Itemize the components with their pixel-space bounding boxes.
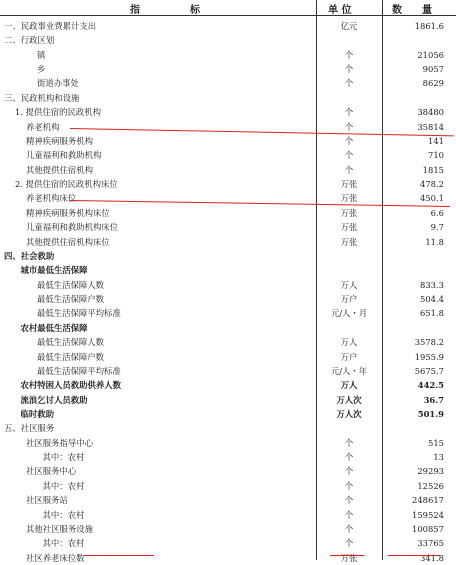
row-indicator-name: 其中：农村 [42,538,85,549]
row-indicator-name: 临时救助 [20,408,54,419]
row-unit: 个 [344,480,354,491]
table-row [0,34,456,47]
row-indicator-name: 街道办事处 [37,78,79,89]
row-indicator-name: 精神疾病服务机构 [26,135,93,146]
row-unit: 万人次 [336,394,362,405]
row-unit: 个 [344,466,354,477]
row-indicator-name: 一、民政事业费累计支出 [4,21,97,31]
row-unit: 个 [344,150,354,161]
row-indicator-name: 其他提供住宿机构床位 [26,236,110,247]
row-value: 9.7 [430,222,444,233]
row-value: 478.2 [420,179,444,190]
underline-community-beds-value [388,555,440,556]
table-row [0,509,456,522]
table-row [0,322,456,335]
table-row [0,49,456,62]
row-value: 833.3 [420,279,444,290]
table-row [0,351,456,364]
row-unit: 万张 [340,222,358,233]
row-indicator-name: 农村最低生活保障 [20,322,88,333]
row-indicator-name: 乡 [37,64,46,75]
row-indicator-name: 五、社区服务 [4,423,55,434]
row-value: 13 [433,452,444,463]
row-indicator-name: 养老机构床位 [26,193,77,204]
table-row [0,523,456,536]
row-indicator-name: 农村特困人员救助供养人数 [20,380,121,391]
table-row [0,480,456,493]
table-row [0,106,456,119]
row-unit: 个 [344,135,354,146]
table-row [0,164,456,177]
table-row [0,250,456,263]
row-unit: 万户 [340,294,358,305]
row-value: 1861.6 [414,21,444,31]
table-row [0,63,456,76]
row-unit: 万户 [340,351,358,362]
row-unit: 万张 [340,207,358,218]
row-indicator-name: 最低生活保障人数 [37,279,104,290]
table-row [0,236,456,249]
row-indicator-name: 其他社区服务设施 [26,523,93,534]
row-indicator-name: 其中：农村 [42,509,85,520]
row-value: 515 [428,437,444,448]
row-unit: 个 [344,107,354,118]
table-row [0,135,456,148]
row-indicator-name: 社区服务中心 [26,466,77,477]
table-row [0,264,456,277]
table-row [0,394,456,407]
row-indicator-name: 城市最低生活保障 [20,265,88,276]
row-indicator-name: 其中：农村 [42,452,85,463]
table-row [0,379,456,392]
row-indicator-name: 最低生活保障人数 [37,337,104,348]
row-indicator-name: 其中：农村 [42,480,85,491]
row-unit: 个 [344,523,354,534]
row-value: 1955.9 [414,351,444,362]
row-value: 3578.2 [414,337,444,348]
row-unit: 万张 [340,193,358,204]
row-unit: 个 [344,78,354,89]
underline-community-beds-name [84,555,154,556]
row-indicator-name: 儿童福利和救助机构床位 [26,222,119,233]
table-row [0,221,456,234]
table-row [0,279,456,292]
table-row [0,422,456,435]
row-value: 11.8 [425,236,444,247]
row-value: 341.8 [420,552,444,563]
row-value: 21056 [417,49,444,60]
row-unit: 个 [344,437,354,448]
row-unit: 万张 [340,552,358,563]
row-unit: 万人 [340,337,358,348]
row-value: 33765 [417,538,444,549]
row-unit: 个 [344,495,354,506]
row-indicator-name: 养老机构 [26,121,60,132]
row-indicator-name: 1. 提供住宿的民政机构 [15,107,102,118]
row-unit: 个 [344,164,354,175]
row-value: 442.5 [417,380,444,391]
row-unit: 个 [344,49,354,60]
header-value: 数 量 [392,5,432,16]
table-row [0,537,456,550]
row-indicator-name: 最低生活保障户数 [37,294,104,305]
row-value: 504.4 [420,294,444,305]
row-unit: 万人次 [336,408,362,419]
row-unit: 个 [344,64,354,75]
row-unit: 个 [344,452,354,463]
row-value: 248617 [412,495,444,506]
row-value: 651.8 [420,308,444,319]
table-row [0,408,456,421]
table-row [0,336,456,349]
row-indicator-name: 最低生活保障平均标准 [37,365,121,376]
row-indicator-name: 四、社会救助 [4,250,55,261]
table-row [0,307,456,320]
table-row [0,20,456,33]
row-indicator-name: 其他提供住宿机构 [26,164,93,175]
table-row [0,92,456,105]
row-indicator-name: 最低生活保障户数 [37,351,104,362]
row-unit: 万人 [340,380,358,391]
table-row [0,437,456,450]
row-indicator-name: 2. 提供住宿的民政机构床位 [15,179,118,190]
row-value: 450.1 [420,193,444,204]
row-indicator-name: 社区服务站 [26,495,68,506]
row-value: 159524 [412,509,444,520]
row-indicator-name: 三、民政机构和设施 [4,92,80,103]
row-indicator-name: 最低生活保障平均标准 [37,308,121,319]
row-value: 6.6 [430,207,444,218]
row-unit: 亿元 [340,21,358,31]
table-row [0,77,456,90]
row-indicator-name: 社区服务指导中心 [26,437,93,448]
row-value: 35814 [417,121,444,132]
row-indicator-name: 流浪乞讨人员救助 [20,394,88,405]
row-value: 710 [428,150,444,161]
row-value: 38480 [417,107,444,118]
table-row [0,178,456,191]
table-row [0,293,456,306]
row-indicator-name: 精神疾病服务机构床位 [26,207,110,218]
row-value: 5675.7 [414,365,444,376]
row-unit: 个 [344,509,354,520]
row-value: 1815 [422,164,444,175]
table-row [0,207,456,220]
row-value: 9057 [422,64,444,75]
table-header [0,0,456,14]
row-value: 501.9 [417,408,444,419]
row-value: 36.7 [423,394,444,405]
table-row [0,552,456,565]
row-value: 141 [428,135,444,146]
header-indicator: 指 标 [130,5,200,16]
table-row [0,365,456,378]
row-indicator-name: 镇 [37,49,46,60]
row-unit: 个 [344,121,354,132]
table-row [0,149,456,162]
underline-community-beds-unit [330,555,364,556]
row-value: 12526 [417,480,444,491]
row-unit: 万张 [340,236,358,247]
row-unit: 个 [344,538,354,549]
table-row [0,451,456,464]
row-unit: 元/人・月 [330,308,368,319]
header-unit: 单 位 [328,5,352,16]
row-value: 8629 [422,78,444,89]
header-rule [0,15,456,16]
row-indicator-name: 社区养老床位数 [26,552,85,563]
table-row [0,494,456,507]
row-unit: 万张 [340,179,358,190]
row-indicator-name: 儿童福利和救助机构 [26,150,102,161]
row-value: 100857 [412,523,444,534]
row-indicator-name: 二、行政区划 [4,35,55,46]
table-row [0,465,456,478]
row-unit: 万人 [340,279,358,290]
row-unit: 元/人・年 [330,365,368,376]
row-value: 29293 [417,466,444,477]
